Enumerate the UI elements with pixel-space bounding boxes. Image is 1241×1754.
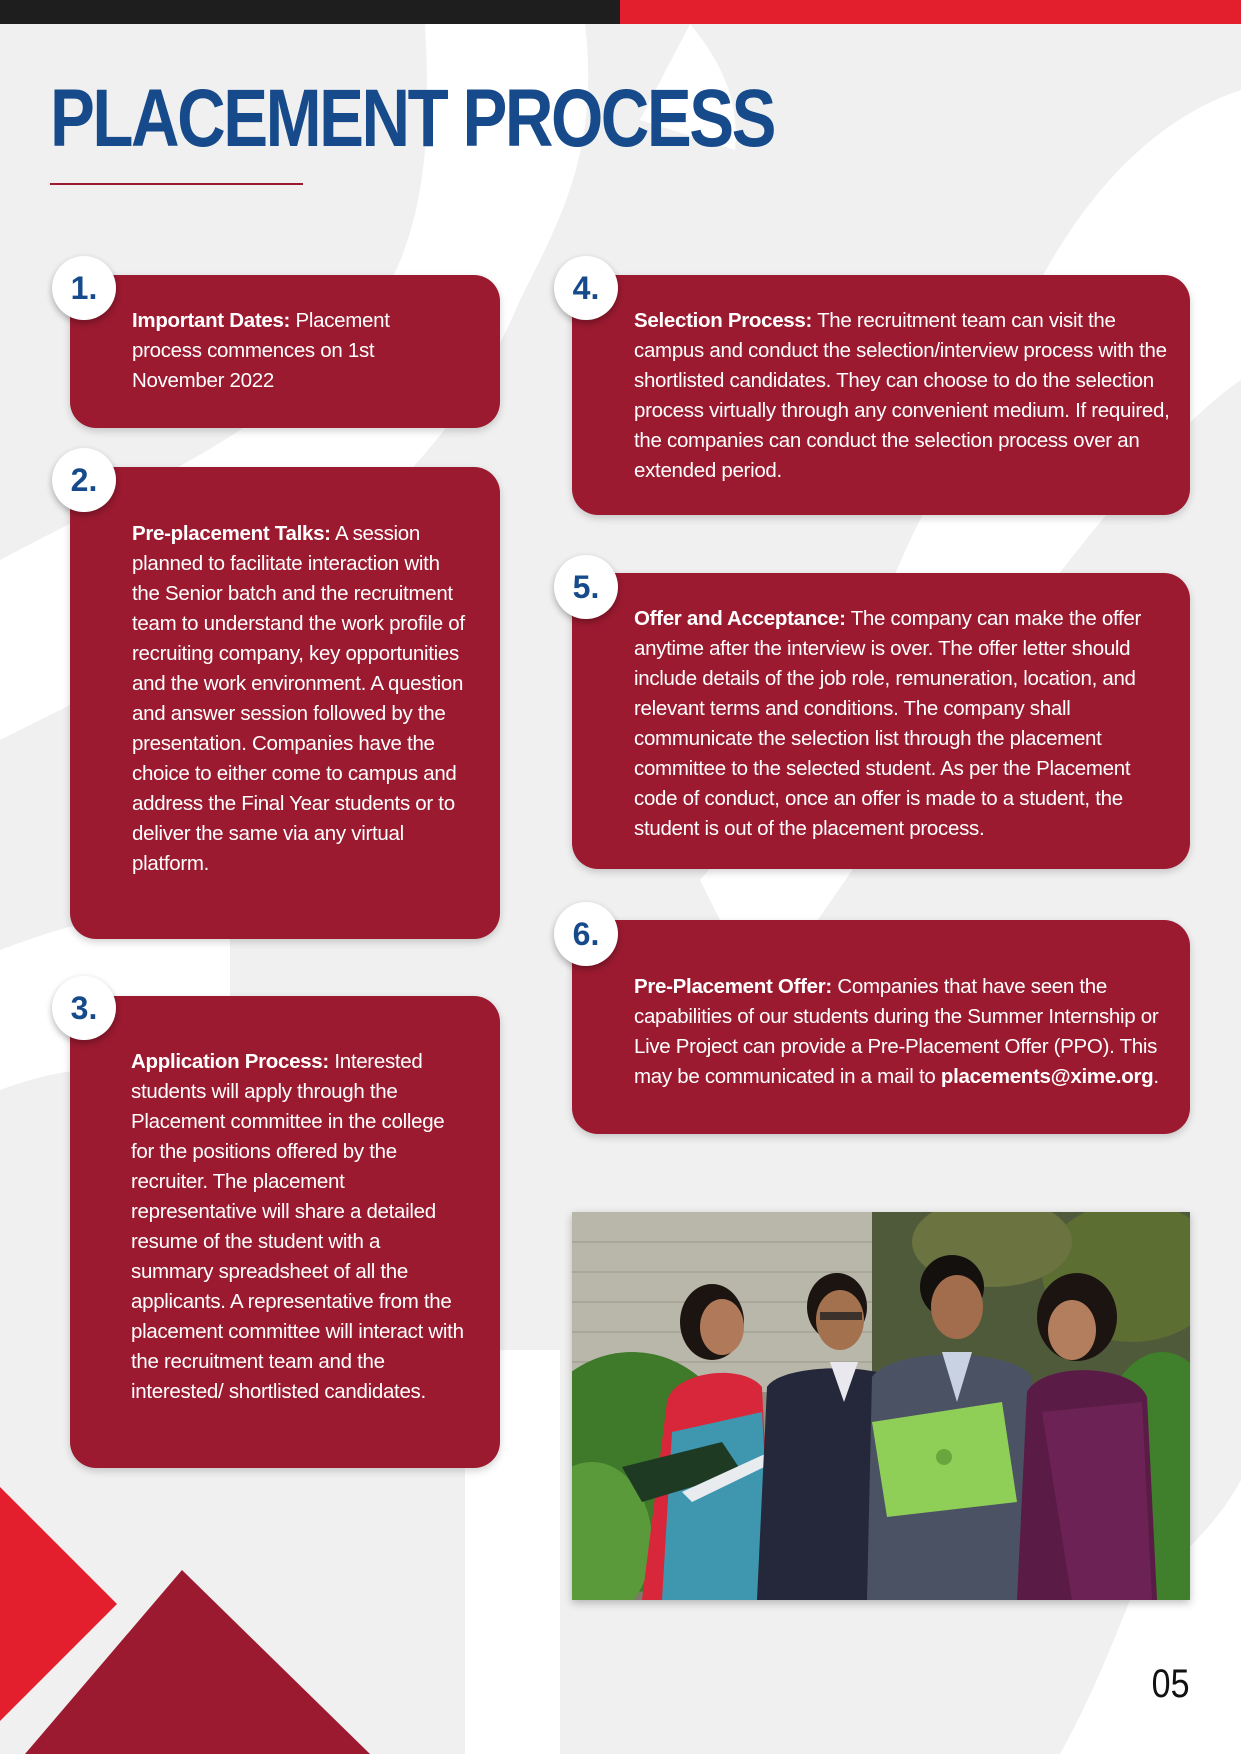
- step-heading-1: Important Dates:: [132, 309, 291, 332]
- students-illustration: [572, 1212, 1190, 1600]
- step-text-2: [132, 519, 468, 879]
- step-body-6: Companies that have seen the capabilities of our students during the Summer Internship or Live Project can provide a Pre-Placement Offer (PPO). This may be communicated in a mail to: [634, 975, 1159, 1088]
- students-photo: [572, 1212, 1190, 1600]
- title-underline: [50, 183, 303, 185]
- step-text-1: [132, 306, 462, 396]
- step-badge-3: 3.: [52, 976, 116, 1040]
- step-badge-2: 2.: [52, 448, 116, 512]
- step-trailing-6: .: [1153, 1065, 1159, 1088]
- step-badge-6: 6.: [554, 902, 618, 966]
- step-heading-6: Pre-Placement Offer:: [634, 975, 832, 998]
- step-body-5: The company can make the offer anytime after the interview is over. The offer letter should include details of the job role, remuneration, location, and relevant terms and conditions. The company shall communicate the selection list through the placement committee to the selected student. As per the Placement code of conduct, once an offer is made to a student, the student is out of the placement process.: [634, 607, 1142, 840]
- step-text-6: [634, 972, 1174, 1092]
- step-heading-5: Offer and Acceptance:: [634, 607, 846, 630]
- step-badge-5: 5.: [554, 555, 618, 619]
- step-badge-4: 4.: [554, 256, 618, 320]
- step-heading-2: Pre-placement Talks:: [132, 522, 331, 545]
- step-body-2: A session planned to facilitate interaction with the Senior batch and the recruitment team to understand the work profile of recruiting company, key opportunities and the work environment. A question and answer session followed by the presentation. Companies have the choice to either come to campus and address the Final Year students or to deliver the same via any virtual platform.: [132, 522, 465, 875]
- step-text-5: [634, 604, 1174, 844]
- step-text-4: [634, 306, 1174, 486]
- step-body-4: The recruitment team can visit the campus and conduct the selection/interview process with the shortlisted candidates. They can choose to do the selection process virtually through any convenient medium. If required, the companies can conduct the selection process over an extended period.: [634, 309, 1170, 482]
- step-badge-1: 1.: [52, 256, 116, 320]
- step-body-1: Placement process commences on 1st November 2022: [132, 309, 390, 392]
- step-heading-3: Application Process:: [131, 1050, 329, 1073]
- step-body-3: Interested students will apply through the Placement committee in the college for the positions offered by the recruiter. The placement representative will share a detailed resume of the student with a summary spreadsheet of all the applicants. A representative from the placement committee will interact with the recruitment team and the interested/ shortlisted candidates.: [131, 1050, 464, 1403]
- step-heading-4: Selection Process:: [634, 309, 813, 332]
- email-link[interactable]: placements@xime.org: [940, 1065, 1154, 1088]
- page-number: 05: [1151, 1662, 1189, 1706]
- page-title: PLACEMENT PROCESS: [50, 73, 775, 164]
- step-text-3: [131, 1047, 467, 1407]
